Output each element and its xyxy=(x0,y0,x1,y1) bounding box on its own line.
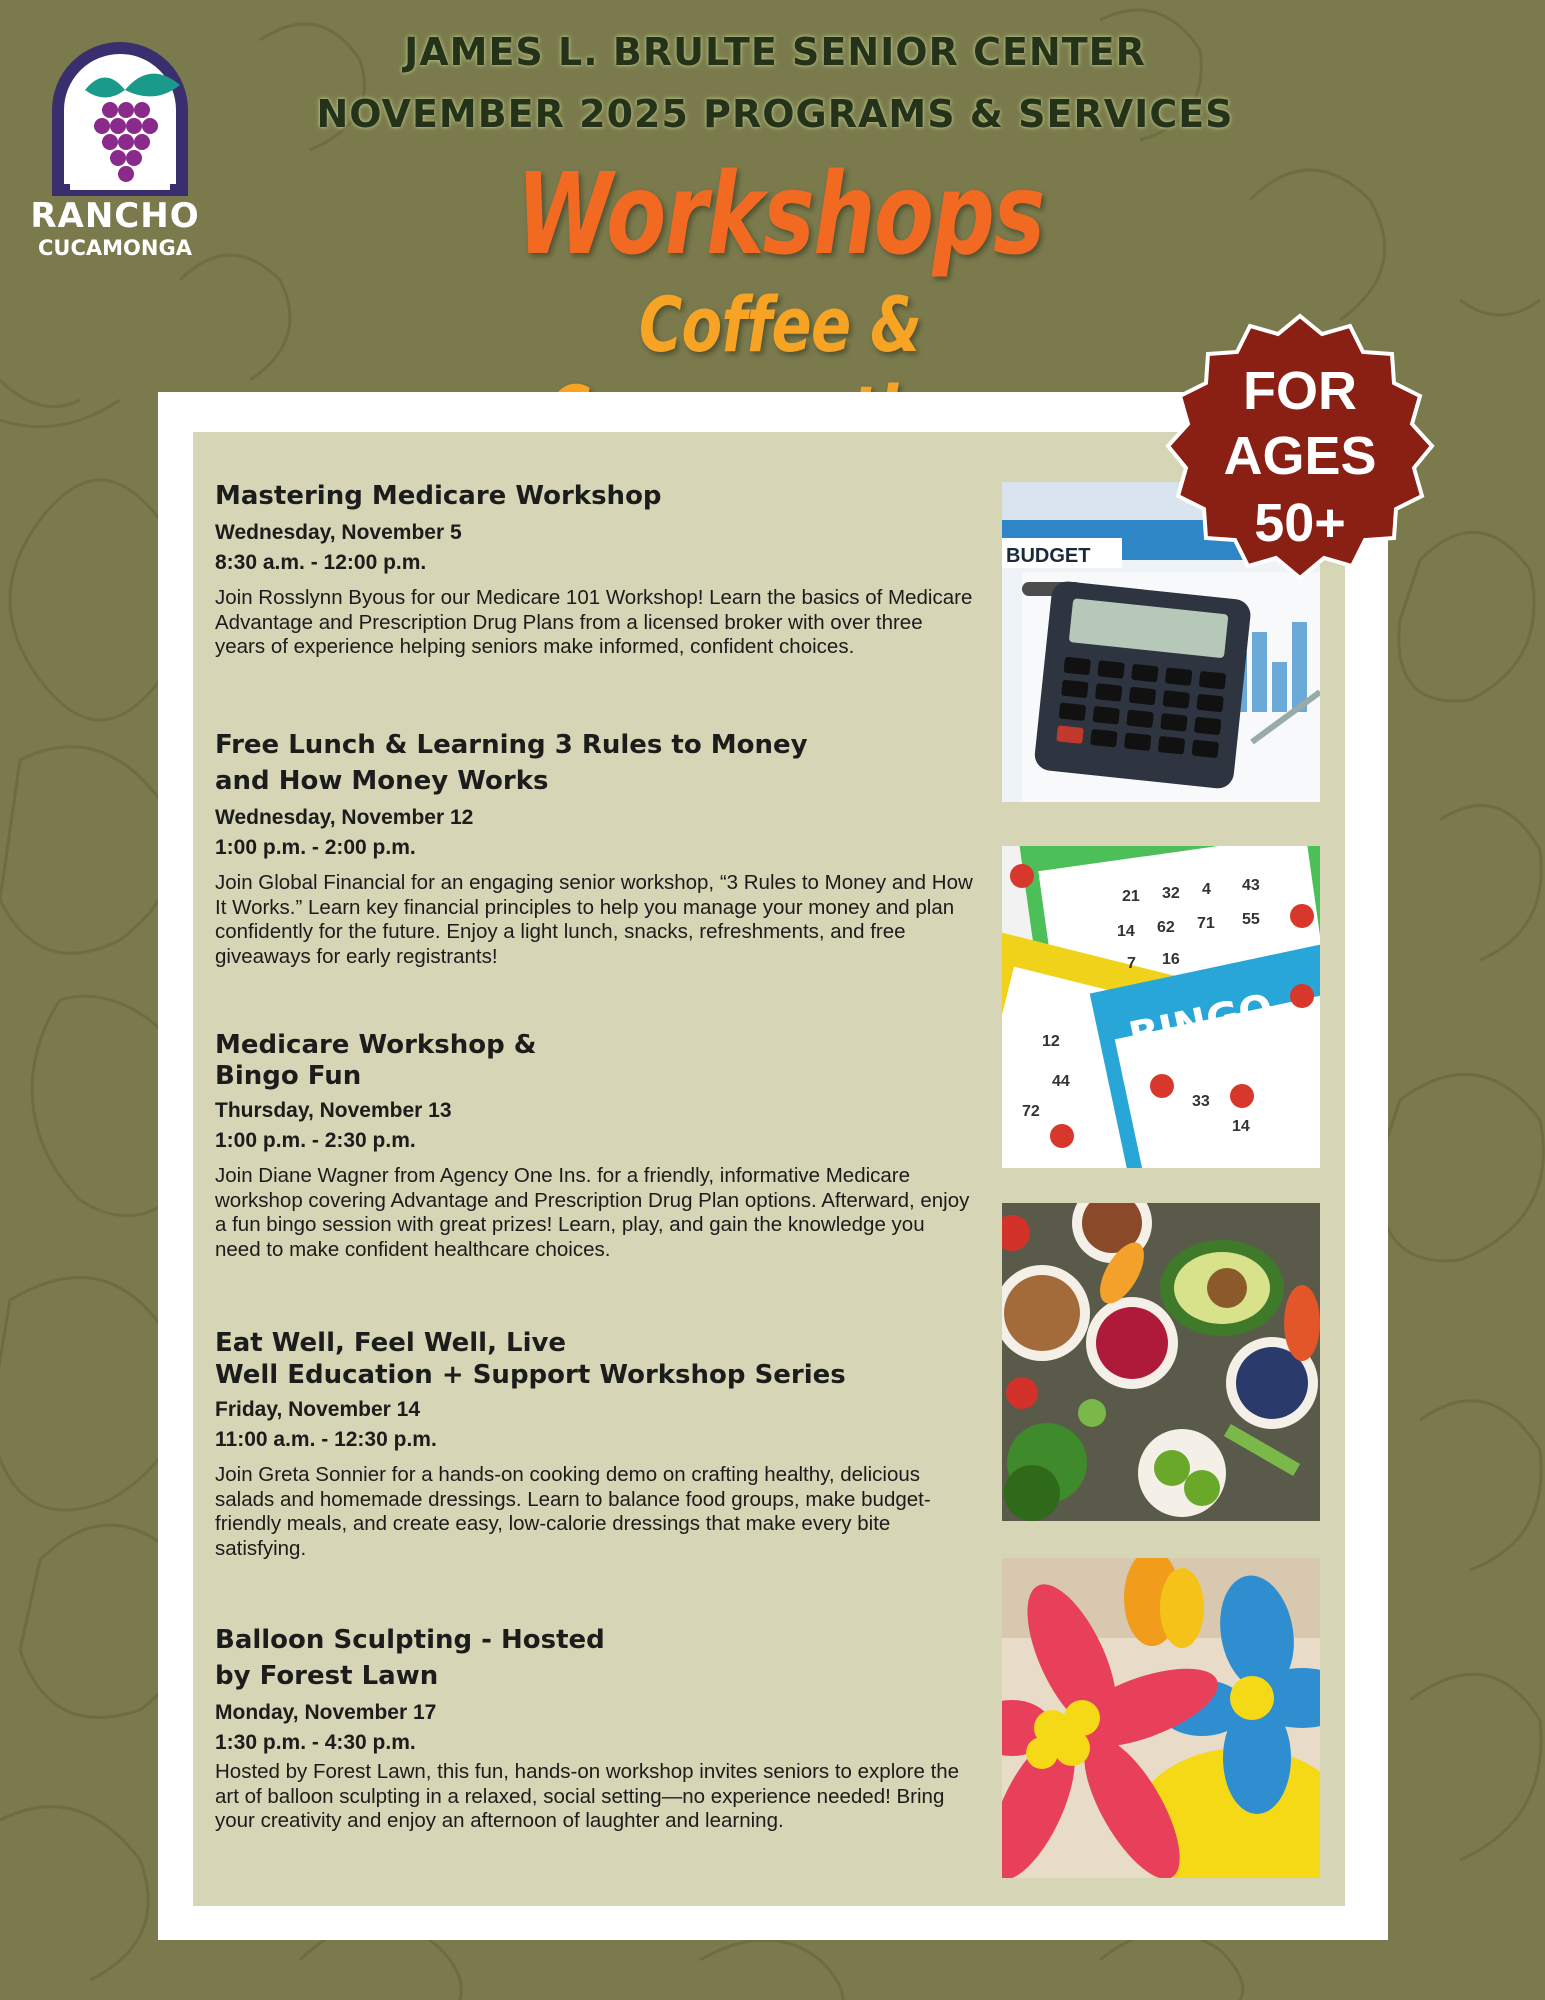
workshops-title: Workshops xyxy=(516,150,1044,280)
svg-text:21: 21 xyxy=(1122,888,1140,905)
svg-text:44: 44 xyxy=(1052,1073,1070,1090)
event-time: 8:30 a.m. - 12:00 p.m. xyxy=(215,551,427,574)
event-medicare-bingo xyxy=(215,1030,975,1262)
svg-text:72: 72 xyxy=(1022,1103,1040,1120)
svg-text:14: 14 xyxy=(1117,923,1135,940)
event-title: Balloon Sculpting - Hosted by Forest Lawn xyxy=(215,1625,605,1691)
svg-text:33: 33 xyxy=(1192,1093,1210,1110)
badge-text-50plus: 50+ xyxy=(1254,493,1346,553)
event-description: Hosted by Forest Lawn, this fun, hands-on workshop invites seniors to explore the art of balloon sculpting in a relaxed, social setting—no experience needed! Bring your creativity and enjoy an afternoon of laughter and learning. xyxy=(215,1760,960,1832)
event-lunch-learning xyxy=(215,727,975,969)
badge-text-for: FOR xyxy=(1243,361,1357,421)
event-title: Medicare Workshop & Bingo Fun xyxy=(215,1030,537,1091)
bingo-label-text: BINGO xyxy=(1125,985,1278,1061)
svg-text:71: 71 xyxy=(1197,915,1215,932)
coffee-subtitle: Coffee & xyxy=(638,280,922,369)
event-description: Join Greta Sonnier for a hands-on cooking demo on crafting healthy, delicious salads and homemade dressings. Learn to balance food groups, make budget-friendly meals, and create easy, low-calorie dressings that make every bite satisfying. xyxy=(215,1463,931,1560)
bingo-cards-photo xyxy=(1002,846,1320,1168)
svg-text:55: 55 xyxy=(1242,911,1260,928)
event-date: Friday, November 14 xyxy=(215,1398,421,1421)
event-title: Free Lunch & Learning 3 Rules to Money and How Money Works xyxy=(215,730,808,796)
event-mastering-medicare xyxy=(215,478,975,660)
svg-text:14: 14 xyxy=(1232,1118,1250,1135)
event-title: Eat Well, Feel Well, Live Well Education + Support Workshop Series xyxy=(215,1328,846,1390)
event-balloon-sculpting xyxy=(215,1622,975,1834)
event-description: Join Diane Wagner from Agency One Ins. for a friendly, informative Medicare workshop covering Advantage and Prescription Drug Plan options. Afterward, enjoy a fun bingo session with great prizes! Learn, play, and gain the knowledge you need to make confident healthcare choices. xyxy=(215,1164,970,1261)
svg-text:4: 4 xyxy=(1202,881,1211,898)
event-time: 1:30 p.m. - 4:30 p.m. xyxy=(215,1731,416,1754)
event-date: Monday, November 17 xyxy=(215,1701,437,1724)
logo-city-name-2: CUCAMONGA xyxy=(38,236,192,260)
event-title: Mastering Medicare Workshop xyxy=(215,481,662,511)
event-time: 1:00 p.m. - 2:00 p.m. xyxy=(215,836,416,859)
event-time: 11:00 a.m. - 12:30 p.m. xyxy=(215,1428,437,1451)
svg-text:32: 32 xyxy=(1162,885,1180,902)
programs-heading: NOVEMBER 2025 PROGRAMS & SERVICES xyxy=(316,92,1234,136)
balloon-flowers-photo xyxy=(1002,1558,1320,1878)
event-date: Wednesday, November 5 xyxy=(215,521,462,544)
svg-text:62: 62 xyxy=(1157,919,1175,936)
svg-text:43: 43 xyxy=(1242,877,1260,894)
center-name-heading: JAMES L. BRULTE SENIOR CENTER xyxy=(404,30,1146,74)
svg-text:7: 7 xyxy=(1127,955,1136,972)
event-time: 1:00 p.m. - 2:30 p.m. xyxy=(215,1129,416,1152)
budget-label-text: BUDGET xyxy=(1006,545,1091,567)
logo-city-name: RANCHO xyxy=(30,196,200,236)
event-eat-well xyxy=(215,1327,975,1561)
event-date: Wednesday, November 12 xyxy=(215,806,474,829)
svg-text:16: 16 xyxy=(1162,951,1180,968)
svg-text:12: 12 xyxy=(1042,1033,1060,1050)
healthy-food-photo xyxy=(1002,1203,1320,1521)
event-description: Join Global Financial for an engaging senior workshop, “3 Rules to Money and How It Works.” Learn key financial principles to help you manage your money and plan confidently for the future. Enjoy a light lunch, snacks, refreshments, and free giveaways for early registrants! xyxy=(215,871,973,968)
event-date: Thursday, November 13 xyxy=(215,1099,452,1122)
event-description: Join Rosslynn Byous for our Medicare 101 Workshop! Learn the basics of Medicare Advantage and Prescription Drug Plans from a licensed broker with over three years of experience helping seniors make informed, confident choices. xyxy=(215,586,973,658)
badge-text-ages: AGES xyxy=(1223,426,1377,486)
